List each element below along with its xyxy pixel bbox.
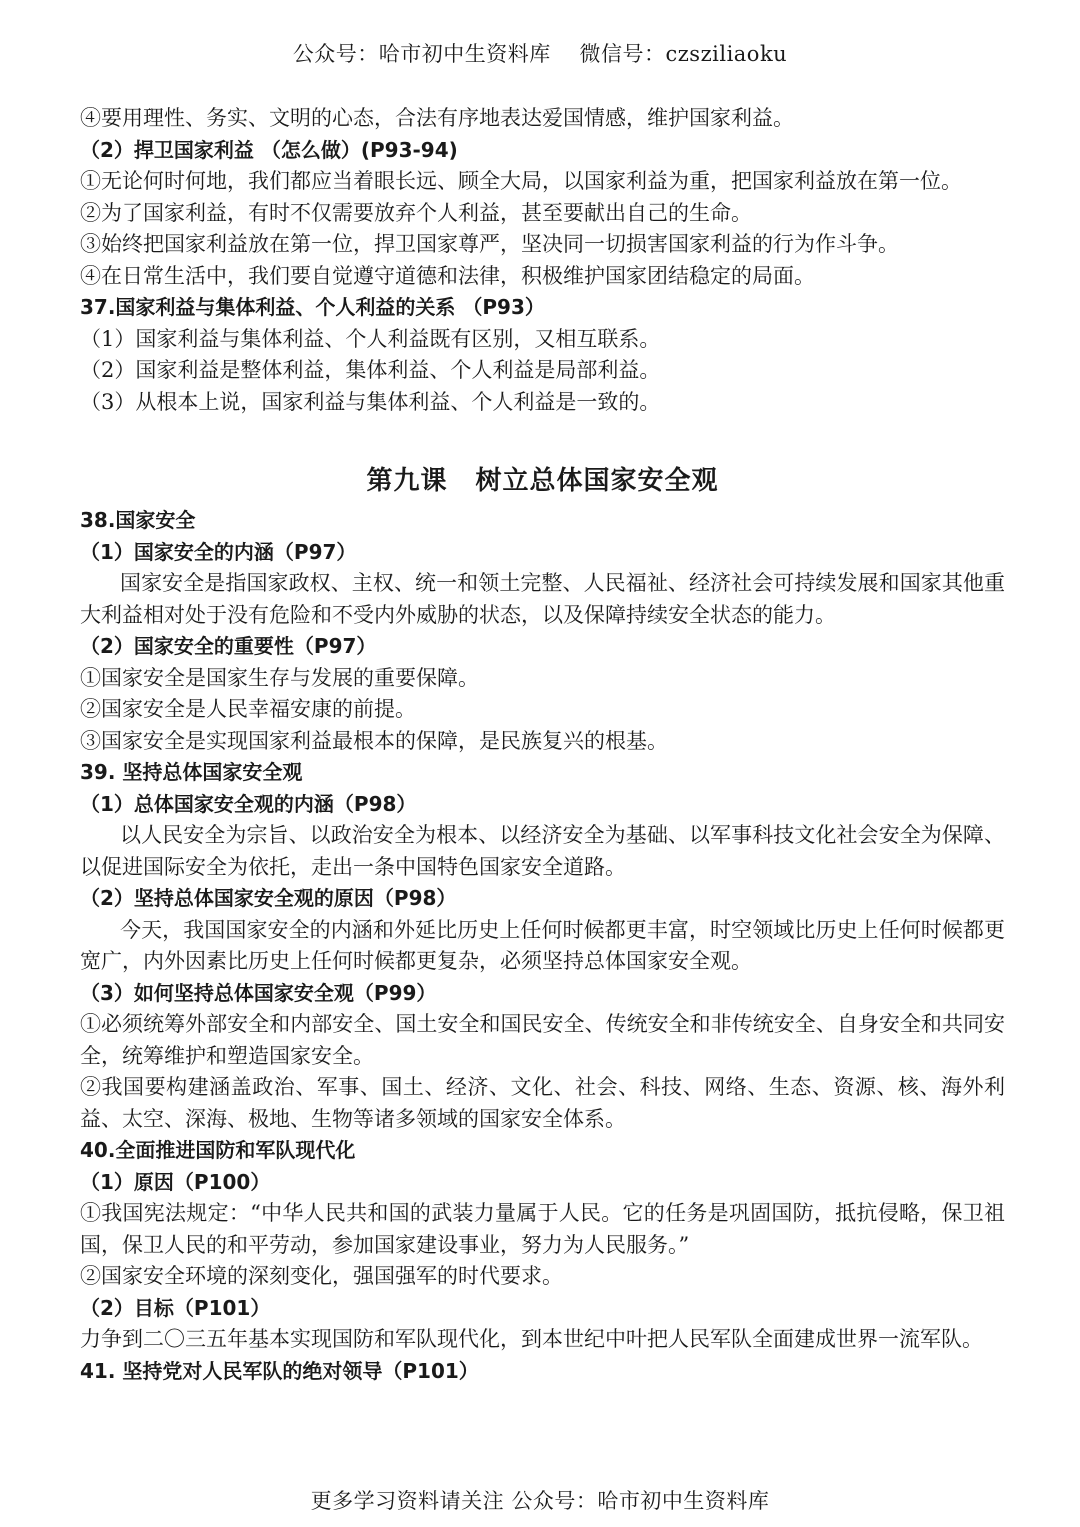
subheading: （3）如何坚持总体国家安全观（P99） bbox=[80, 980, 437, 1005]
page-footer: 更多学习资料请关注 公众号：哈市初中生资料库 bbox=[310, 1489, 770, 1513]
text-line: （1）国家利益与集体利益、个人利益既有区别，又相互联系。 bbox=[80, 326, 661, 351]
document-body bbox=[80, 103, 1005, 1387]
text-line: ②为了国家利益，有时不仅需要放弃个人利益，甚至要献出自己的生命。 bbox=[80, 200, 752, 225]
text-line: ④在日常生活中，我们要自觉遵守道德和法律，积极维护国家团结稳定的局面。 bbox=[80, 263, 815, 288]
paragraph: ②我国要构建涵盖政治、军事、国土、经济、文化、社会、科技、网络、生态、资源、核、海外利益、太空、深海、极地、生物等诸多领域的国家安全体系。 bbox=[80, 1075, 1005, 1131]
text-line: （3）从根本上说，国家利益与集体利益、个人利益是一致的。 bbox=[80, 389, 661, 414]
text-line: ①无论何时何地，我们都应当着眼长远、顾全大局，以国家利益为重，把国家利益放在第一位。 bbox=[80, 169, 962, 193]
paragraph: 今天，我国国家安全的内涵和外延比历史上任何时候都更丰富，时空领域比历史上任何时候都更宽广，内外因素比历史上任何时候都更复杂，必须坚持总体国家安全观。 bbox=[80, 917, 1005, 973]
section-title-41: 41. 坚持党对人民军队的绝对领导（P101） bbox=[80, 1358, 479, 1383]
subheading: （2）坚持总体国家安全观的原因（P98） bbox=[80, 886, 457, 910]
text-line: ①国家安全是国家生存与发展的重要保障。 bbox=[80, 665, 479, 690]
section-title-40: 40.全面推进国防和军队现代化 bbox=[80, 1138, 356, 1162]
section-title-39: 39. 坚持总体国家安全观 bbox=[80, 760, 303, 784]
lesson-name: 树立总体国家安全观 bbox=[475, 466, 719, 496]
subheading: （2）目标（P101） bbox=[80, 1295, 271, 1320]
section-title-38: 38.国家安全 bbox=[80, 508, 196, 532]
text-line: ④要用理性、务实、文明的心态，合法有序地表达爱国情感，维护国家利益。 bbox=[80, 106, 794, 130]
section-title-37: 37.国家利益与集体利益、个人利益的关系 （P93） bbox=[80, 295, 545, 319]
text-line: ③始终把国家利益放在第一位，捍卫国家尊严，坚决同一切损害国家利益的行为作斗争。 bbox=[80, 232, 899, 256]
paragraph: ①必须统筹外部安全和内部安全、国土安全和国民安全、传统安全和非传统安全、自身安全和共同安全，统筹维护和塑造国家安全。 bbox=[80, 1012, 1005, 1068]
paragraph: ①我国宪法规定：“中华人民共和国的武装力量属于人民。它的任务是巩固国防，抵抗侵略，保卫祖国，保卫人民的和平劳动，参加国家建设事业，努力为人民服务。” bbox=[80, 1201, 1005, 1257]
text-line: ②国家安全是人民幸福安康的前提。 bbox=[80, 697, 416, 721]
lesson-title bbox=[80, 461, 1005, 501]
subheading: （2）捍卫国家利益 （怎么做）(P93-94) bbox=[80, 137, 458, 162]
text-line: 力争到二〇三五年基本实现国防和军队现代化，到本世纪中叶把人民军队全面建成世界一流军队。 bbox=[80, 1327, 983, 1351]
paragraph: 国家安全是指国家政权、主权、统一和领土完整、人民福祉、经济社会可持续发展和国家其他重大利益相对处于没有危险和不受内外威胁的状态，以及保障持续安全状态的能力。 bbox=[80, 571, 1005, 627]
text-line: ③国家安全是实现国家利益最根本的保障，是民族复兴的根基。 bbox=[80, 728, 668, 753]
subheading: （2）国家安全的重要性（P97） bbox=[80, 634, 377, 658]
subheading: （1）原因（P100） bbox=[80, 1169, 271, 1194]
lesson-number: 第九课 bbox=[366, 466, 448, 496]
subheading: （1）总体国家安全观的内涵（P98） bbox=[80, 791, 417, 816]
text-line: ②国家安全环境的深刻变化，强国强军的时代要求。 bbox=[80, 1264, 563, 1288]
paragraph: 以人民安全为宗旨、以政治安全为根本、以经济安全为基础、以军事科技文化社会安全为保障、以促进国际安全为依托，走出一条中国特色国家安全道路。 bbox=[80, 823, 1005, 879]
page-header: 公众号：哈市初中生资料库 微信号：czsziliaoku bbox=[292, 42, 788, 66]
subheading: （1）国家安全的内涵（P97） bbox=[80, 539, 357, 564]
text-line: （2）国家利益是整体利益，集体利益、个人利益是局部利益。 bbox=[80, 358, 661, 382]
